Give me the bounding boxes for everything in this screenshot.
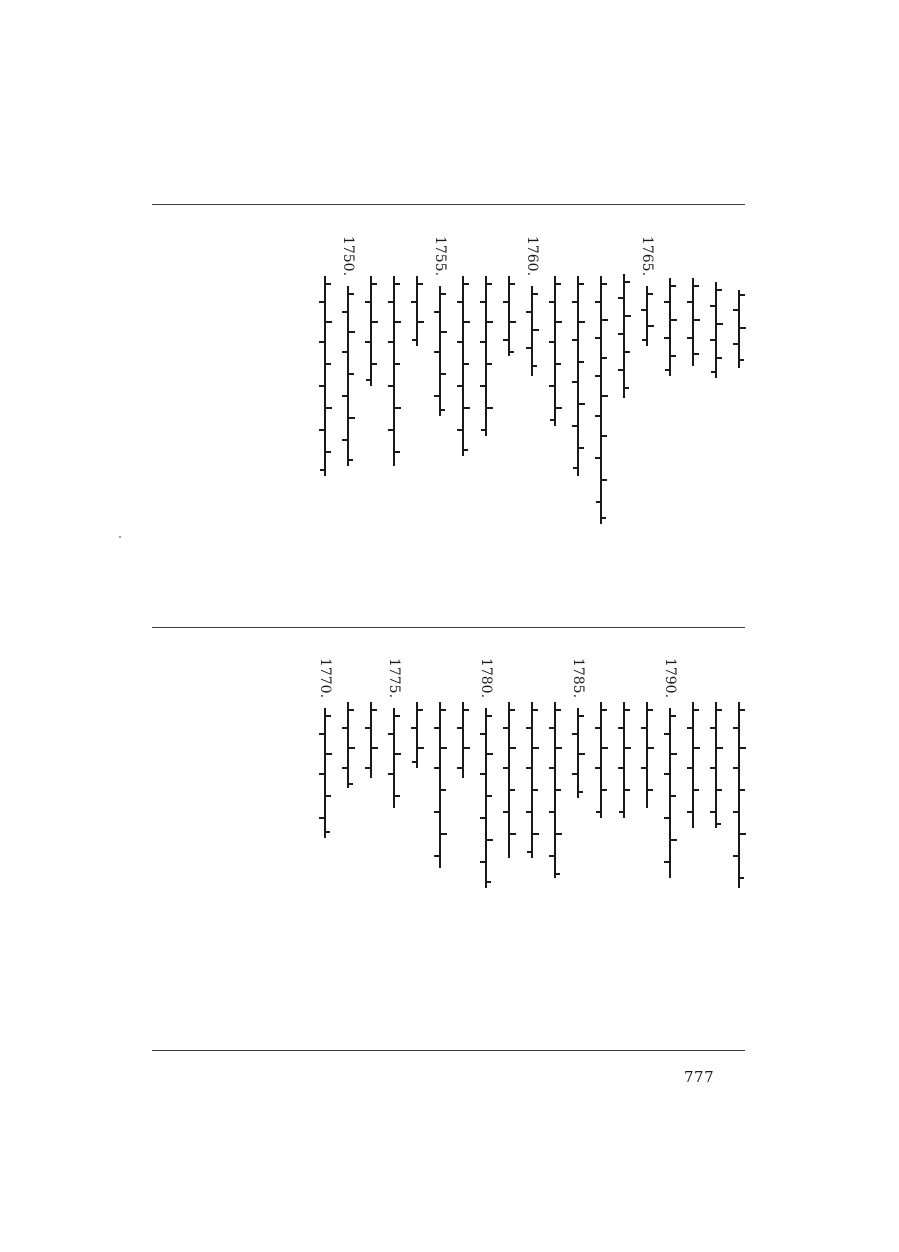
script-line	[383, 662, 405, 812]
script-line	[636, 662, 658, 812]
script-line	[728, 662, 750, 892]
script-line	[659, 240, 681, 380]
line-number: 1750.	[340, 235, 356, 277]
script-line	[498, 662, 520, 862]
script-line	[682, 240, 704, 370]
line-number: 1765.	[639, 235, 655, 277]
line-number: 1785.	[570, 657, 586, 699]
line-number: 1755.	[432, 235, 448, 277]
script-line	[521, 662, 543, 862]
script-line	[406, 662, 428, 772]
script-line	[705, 662, 727, 832]
script-line	[429, 240, 451, 420]
script-line	[337, 662, 359, 792]
top-rule	[152, 204, 745, 205]
script-line	[613, 662, 635, 822]
script-line	[498, 240, 520, 360]
script-line	[452, 240, 474, 460]
script-line	[682, 662, 704, 832]
script-line	[613, 240, 635, 400]
script-line	[360, 662, 382, 782]
line-number: 1790.	[662, 657, 678, 699]
script-line	[452, 662, 474, 782]
script-line	[636, 240, 658, 350]
script-line	[590, 662, 612, 822]
line-number: 1780.	[478, 657, 494, 699]
script-line	[705, 240, 727, 380]
script-line	[383, 240, 405, 470]
script-line	[360, 240, 382, 390]
line-number: 1760.	[524, 235, 540, 277]
script-line	[544, 240, 566, 430]
verse-block-top	[150, 235, 750, 530]
script-line	[567, 240, 589, 480]
script-line	[337, 240, 359, 470]
script-line	[521, 240, 543, 380]
line-number: 1775.	[386, 657, 402, 699]
script-line	[314, 240, 336, 480]
script-line	[567, 662, 589, 802]
script-line	[429, 662, 451, 872]
script-line	[544, 662, 566, 882]
script-line	[475, 662, 497, 892]
stray-mark	[119, 536, 121, 538]
script-line	[314, 662, 336, 842]
line-number: 1770.	[317, 657, 333, 699]
bottom-rule	[152, 1050, 745, 1051]
verse-block-bottom	[150, 657, 750, 877]
middle-rule	[152, 627, 745, 628]
script-line	[475, 240, 497, 440]
page-number: 777	[684, 1068, 715, 1086]
script-line	[728, 240, 750, 370]
script-line	[590, 240, 612, 530]
script-line	[659, 662, 681, 882]
script-line	[406, 240, 428, 350]
